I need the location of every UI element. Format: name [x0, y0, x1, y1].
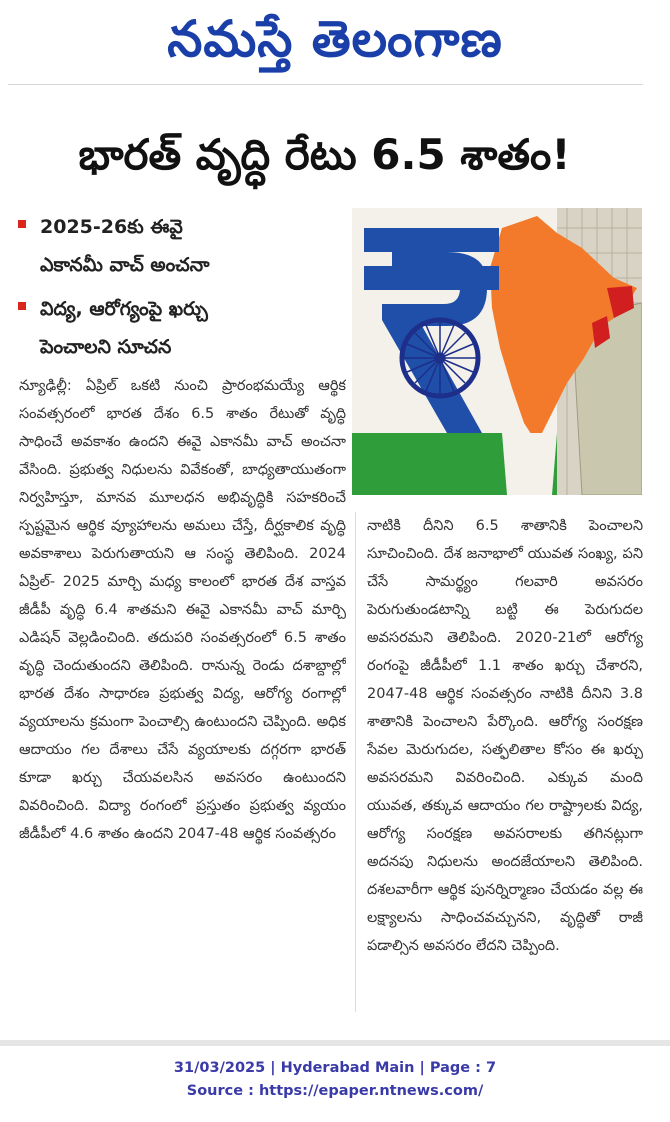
highlight-line: 2025-26కు ఈవై [40, 216, 183, 238]
rupee-india-map-illustration [352, 208, 642, 495]
clipping-source: Source : https://epaper.ntnews.com/ [186, 1083, 484, 1099]
article-body-column-left: న్యూఢిల్లీ: ఏప్రిల్ ఒకటి నుంచి ప్రారంభమయ్యే ఆర్థిక సంవత్సరంలో భారత దేశం 6.5 శాతం రేటుతో వృద్ధి సాధించే అవకాశం ఉందని ఈవై ఎకానమీ వాచ్ అంచనా వేసింది. ప్రభుత్వ నిధులను వివేకంతో, బాధ్యతాయుతంగా నిర్వహిస్తూ, మానవ మూలధన అభివృద్ధికి సహకరించే స్పష్టమైన ఆర్థిక వ్యూహాలను అమలు చేస్తే, దీర్ఘకాలిక వృద్ధి అవకాశాలు పెరుగుతాయని ఆ సంస్థ తెలిపింది. 2024 ఏప్రిల్- 2025 మార్చి మధ్య కాలంలో భారత దేశ వాస్తవ జీడీపీ వృద్ధి 6.4 శాతమని ఈవై ఎకానమీ వాచ్ మార్చి ఎడిషన్ వెల్లడించింది. తదుపరి సంవత్సరంలో 6.5 శాతం వృద్ధి చెందుతుందని తెలిపింది. రానున్న రెండు దశాబ్దాల్లో భారత దేశం సాధారణ ప్రభుత్వ విద్య, ఆరోగ్య రంగాల్లో వ్యయాలను క్రమంగా పెంచాల్సి ఉంటుందని చెప్పింది. అధిక ఆదాయం గల దేశాలు చేసే వ్యయాలకు దగ్గరగా భారత్ కూడా ఖర్చు చేయవలసిన అవసరం ఉంటుందని వివరించింది. విద్యా రంగంలో ప్రస్తుతం ప్రభుత్వ వ్యయం జీడీపీలో 4.6 శాతం ఉందని 2047-48 ఆర్థిక సంవత్సరం [19, 378, 346, 842]
article-highlights [18, 208, 343, 372]
highlight-item [18, 290, 343, 366]
article-body-column-right: నాటికి దీనిని 6.5 శాతానికి పెంచాలని సూచించింది. దేశ జనాభాలో యువత సంఖ్య, పని చేసే సామర్థ్యం గలవారి అవసరం పెరుగుతుండటాన్ని బట్టి ఈ పెరుగుదల అవసరమని తెలిపింది. 2020-21లో ఆరోగ్య రంగంపై జీడీపీలో 1.1 శాతం ఖర్చు చేశారని, 2047-48 ఆర్థిక సంవత్సరం నాటికి దీనిని 3.8 శాతానికి పెంచాలని పేర్కొంది. ఆరోగ్య సంరక్షణ సేవల మెరుగుదల, సత్ఫలితాల కోసం ఈ ఖర్చు అవసరమని వివరించింది. ఎక్కువ మంది యువత, తక్కువ ఆదాయం గల రాష్ట్రాలకు విద్య, ఆరోగ్య సంరక్షణ అవసరాలకు తగినట్లుగా అదనపు నిధులను అందజేయాలని తెలిపింది. దశలవారీగా ఆర్థిక పునర్నిర్మాణం చేయడం వల్ల ఈ లక్ష్యాలను సాధించవచ్చునని, వృద్ధితో రాజీ పడాల్సిన అవసరం లేదని చెప్పింది. [367, 518, 643, 954]
masthead-divider [8, 84, 643, 85]
bullet-square-icon [18, 220, 26, 228]
article-headline: భారత్ వృద్ధి రేటు 6.5 శాతం! [78, 130, 571, 179]
highlight-line: పెంచాలని సూచన [40, 336, 172, 358]
highlight-line: ఎకానమీ వాచ్ అంచనా [40, 254, 210, 276]
highlight-line: విద్య, ఆరోగ్యంపై ఖర్చు [40, 298, 208, 320]
newspaper-masthead: నమస్తే తెలంగాణ [167, 10, 503, 68]
footer-divider [0, 1040, 670, 1046]
article-photo [352, 208, 642, 495]
column-divider [355, 512, 356, 1012]
highlight-item [18, 208, 343, 284]
bullet-square-icon [18, 302, 26, 310]
clipping-date-page: 31/03/2025 | Hyderabad Main | Page : 7 [173, 1060, 497, 1076]
